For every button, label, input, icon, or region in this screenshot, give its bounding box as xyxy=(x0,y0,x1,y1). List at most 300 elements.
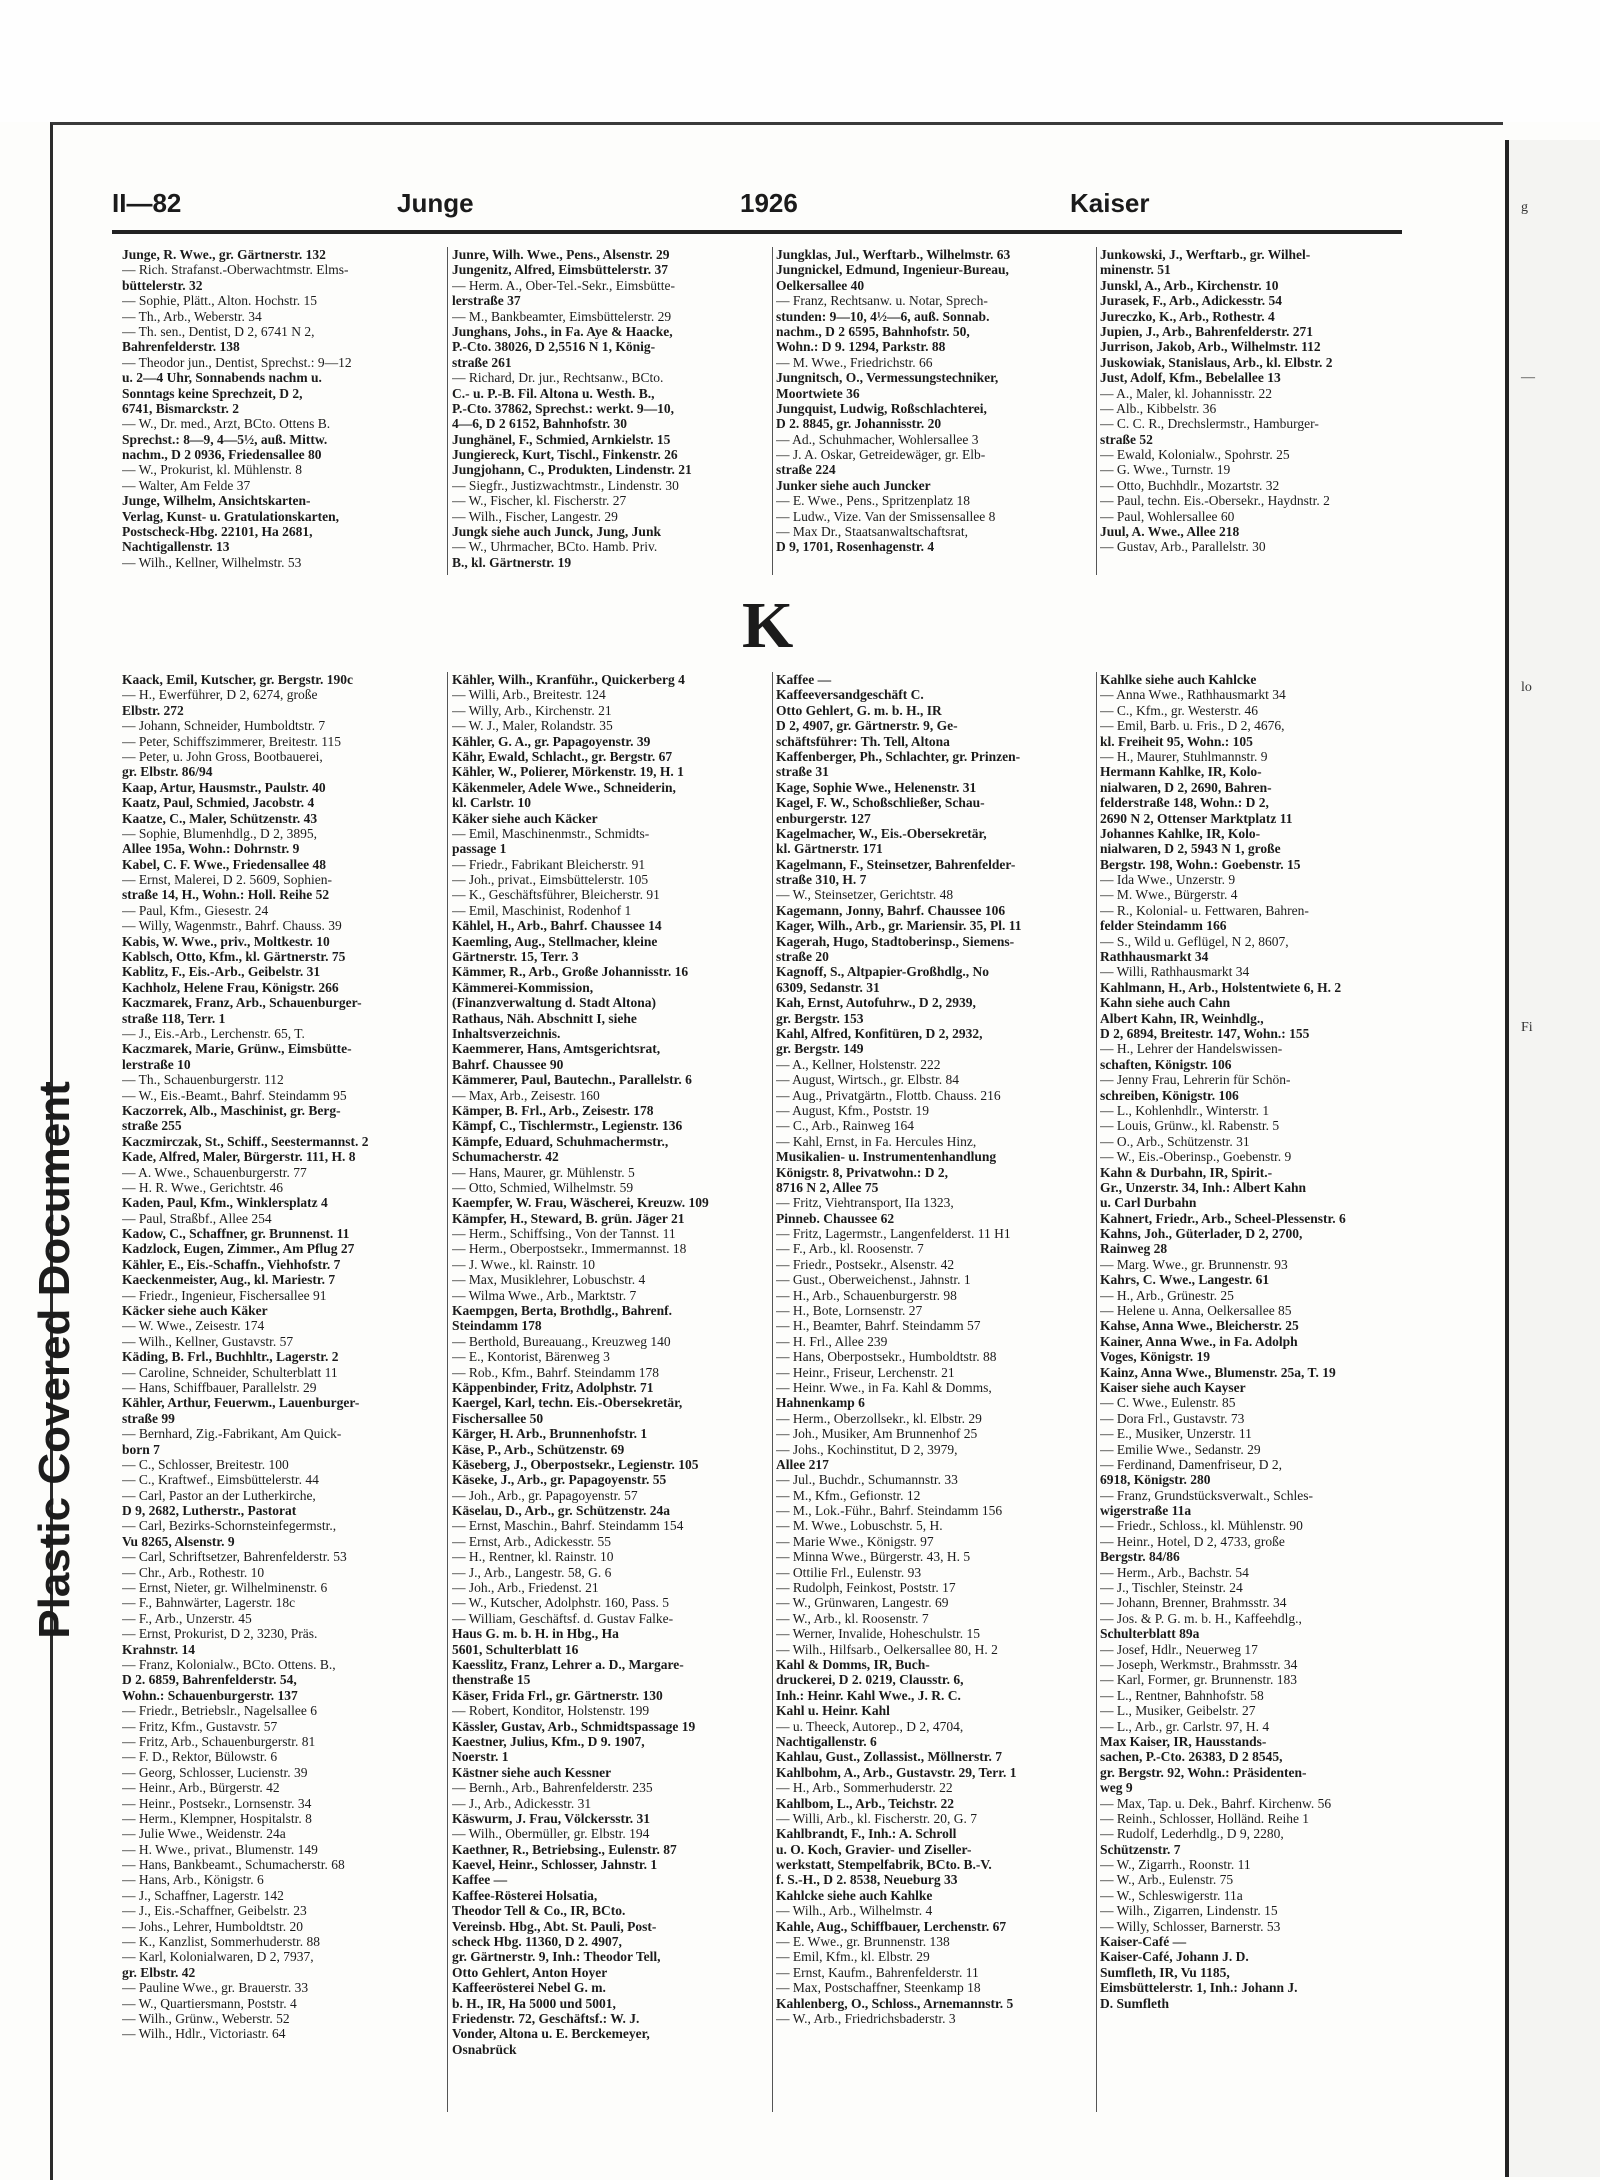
directory-line: — Anna Wwe., Rathhausmarkt 34 xyxy=(1100,687,1286,703)
directory-line: — W. Wwe., Zeisestr. 174 xyxy=(122,1318,265,1334)
top-column-2 xyxy=(452,247,767,570)
directory-line: Oelkersallee 40 xyxy=(776,277,865,293)
directory-line: — Robert, Konditor, Holstenstr. 199 xyxy=(452,1703,650,1719)
directory-line: straße 99 xyxy=(122,1410,175,1426)
directory-line: — Georg, Schlosser, Lucienstr. 39 xyxy=(122,1764,308,1780)
column-divider xyxy=(772,247,773,575)
directory-line: — L., Rentner, Bahnhofstr. 58 xyxy=(1100,1687,1264,1703)
directory-line: straße 224 xyxy=(776,462,836,478)
directory-line: — Herm., Oberzollsekr., kl. Elbstr. 29 xyxy=(776,1410,982,1426)
directory-line: Kaempfer, W. Frau, Wäscherei, Kreuzw. 109 xyxy=(452,1195,709,1211)
directory-line: 8716 N 2, Allee 75 xyxy=(776,1179,879,1195)
directory-line: — Bernh., Arb., Bahrenfelderstr. 235 xyxy=(452,1780,653,1796)
directory-line: — C. C. R., Drechslermstr., Hamburger- xyxy=(1100,416,1319,432)
directory-line: Jungiereck, Kurt, Tischl., Finkenstr. 26 xyxy=(452,447,678,463)
directory-line: — Emil, Kfm., kl. Elbstr. 29 xyxy=(776,1949,930,1965)
directory-line: Kahl, Alfred, Konfitüren, D 2, 2932, xyxy=(776,1025,983,1041)
directory-line: Kähler, E., Eis.-Schaffn., Viehhofstr. 7 xyxy=(122,1256,341,1272)
directory-line: — Werner, Invalide, Hoheschulstr. 15 xyxy=(776,1626,980,1642)
strip-text: lo xyxy=(1521,680,1532,695)
directory-line: — W., Prokurist, kl. Mühlenstr. 8 xyxy=(122,462,303,478)
directory-line: born 7 xyxy=(122,1441,160,1457)
directory-line: werkstatt, Stempelfabrik, BCto. B.-V. xyxy=(776,1857,992,1873)
directory-line: — u. Theeck, Autorep., D 2, 4704, xyxy=(776,1718,964,1734)
directory-line: — Julie Wwe., Weidenstr. 24a xyxy=(122,1826,286,1842)
directory-line: Friedenstr. 72, Geschäftsf.: W. J. xyxy=(452,2010,640,2026)
directory-line: Kahns, Joh., Güterlader, D 2, 2700, xyxy=(1100,1226,1303,1242)
directory-line: — Wilh., Kellner, Gustavstr. 57 xyxy=(122,1333,294,1349)
directory-line: — F. D., Rektor, Bülowstr. 6 xyxy=(122,1749,278,1765)
directory-line: Kahle, Aug., Schiffbauer, Lerchenstr. 67 xyxy=(776,1918,1007,1934)
directory-line: Kaczmarek, Franz, Arb., Schauenburger- xyxy=(122,995,362,1011)
directory-line: straße 31 xyxy=(776,764,829,780)
directory-line: — W., Arb., kl. Roosenstr. 7 xyxy=(776,1610,929,1626)
directory-line: Kaczorrek, Alb., Maschinist, gr. Berg- xyxy=(122,1102,341,1118)
directory-line: Rathhausmarkt 34 xyxy=(1100,949,1209,965)
directory-line: — Bernhard, Zig.-Fabrikant, Am Quick- xyxy=(122,1426,342,1442)
directory-line: Pinneb. Chaussee 62 xyxy=(776,1210,895,1226)
directory-line: — Johs., Kochinstitut, D 2, 3979, xyxy=(776,1441,958,1457)
header-year: 1926 xyxy=(740,188,798,218)
directory-line: Rathaus, Näh. Abschnitt I, siehe xyxy=(452,1010,637,1026)
directory-line: — Otto, Schmied, Wilhelmstr. 59 xyxy=(452,1179,634,1195)
directory-line: — Paul, Kfm., Giesestr. 24 xyxy=(122,902,269,918)
directory-line: u. Carl Durbahn xyxy=(1100,1195,1197,1211)
directory-line: nachm., D 2 6595, Bahnhofstr. 50, xyxy=(776,323,970,339)
directory-line: — W., Uhrmacher, BCto. Hamb. Priv. xyxy=(452,539,658,555)
directory-line: — Wilh., Fischer, Langestr. 29 xyxy=(452,508,618,524)
directory-line: — W., Fischer, kl. Fischerstr. 27 xyxy=(452,493,627,509)
directory-line: 6918, Königstr. 280 xyxy=(1100,1472,1211,1488)
directory-line: — Ottilie Frl., Eulenstr. 93 xyxy=(776,1564,922,1580)
directory-line: — Ida Wwe., Unzerstr. 9 xyxy=(1100,872,1236,888)
directory-line: Jungk siehe auch Junck, Jung, Junk xyxy=(452,524,661,540)
directory-line: Juskowiak, Stanislaus, Arb., kl. Elbstr. 2 xyxy=(1100,354,1333,370)
strip-text: Fi xyxy=(1521,1020,1533,1035)
directory-line: — Wilh., Hilfsarb., Oelkersallee 80, H. 2 xyxy=(776,1641,998,1657)
directory-line: schaften, Königstr. 106 xyxy=(1100,1056,1232,1072)
section-letter: K xyxy=(742,589,794,662)
directory-line: — W., Arb., Friedrichsbaderstr. 3 xyxy=(776,2010,956,2026)
directory-line: Kablitz, F., Eis.-Arb., Geibelstr. 31 xyxy=(122,964,321,980)
directory-line: nachm., D 2 0936, Friedensallee 80 xyxy=(122,447,322,463)
directory-line: Junkowski, J., Werftarb., gr. Wilhel- xyxy=(1100,247,1311,262)
directory-line: — A., Kellner, Holstenstr. 222 xyxy=(776,1056,941,1072)
directory-line: — Max, Musiklehrer, Lobuschstr. 4 xyxy=(452,1272,646,1288)
directory-line: Jungjohann, C., Produkten, Lindenstr. 21 xyxy=(452,462,692,478)
directory-line: druckerei, D 2. 0219, Clausstr. 6, xyxy=(776,1672,964,1688)
directory-line: — Emilie Wwe., Sedanstr. 29 xyxy=(1100,1441,1261,1457)
directory-line: — M. Wwe., Lobuschstr. 5, H. xyxy=(776,1518,943,1534)
directory-line: — M. Wwe., Friedrichstr. 66 xyxy=(776,354,933,370)
directory-line: Bahrenfelderstr. 138 xyxy=(122,339,240,355)
directory-line: — H., Lehrer der Handelswissen- xyxy=(1100,1041,1283,1057)
directory-line: felder Steindamm 166 xyxy=(1100,918,1227,934)
directory-line: — Carl, Bezirks-Schornsteinfegermstr., xyxy=(122,1518,337,1534)
directory-line: — Ernst, Prokurist, D 2, 3230, Präs. xyxy=(122,1626,318,1642)
directory-line: — Peter, u. John Gross, Bootbauerei, xyxy=(122,748,323,764)
directory-line: Juul, A. Wwe., Allee 218 xyxy=(1100,524,1240,540)
directory-line: — L., Kohlenhdlr., Winterstr. 1 xyxy=(1100,1102,1270,1118)
directory-line: — Max Dr., Staatsanwaltschaftsrat, xyxy=(776,524,968,540)
directory-line: Kagerah, Hugo, Stadtoberinsp., Siemens- xyxy=(776,933,1015,949)
directory-line: — Karl, Kolonialwaren, D 2, 7937, xyxy=(122,1949,314,1965)
directory-line: Kämper, B. Frl., Arb., Zeisestr. 178 xyxy=(452,1102,654,1118)
directory-line: — W., Schleswigerstr. 11a xyxy=(1100,1887,1243,1903)
directory-line: — Fritz, Lagermstr., Langenfelderst. 11 H1 xyxy=(776,1226,1011,1242)
directory-line: — Josef, Hdlr., Neuerweg 17 xyxy=(1100,1641,1258,1657)
directory-line: felderstraße 148, Wohn.: D 2, xyxy=(1100,795,1269,811)
directory-line: — M., Kfm., Gefionstr. 12 xyxy=(776,1487,921,1503)
directory-line: 6309, Sedanstr. 31 xyxy=(776,979,880,995)
directory-line: — H., Maurer, Stuhlmannstr. 9 xyxy=(1100,748,1268,764)
directory-line: — Emil, Barb. u. Fris., D 2, 4676, xyxy=(1100,718,1285,734)
directory-line: — Wilh., Arb., Wilhelmstr. 4 xyxy=(776,1903,933,1919)
directory-line: — Reinh., Schlosser, Holländ. Reihe 1 xyxy=(1100,1810,1310,1826)
directory-line: Junskl, A., Arb., Kirchenstr. 10 xyxy=(1100,277,1279,293)
directory-line: — A., Maler, kl. Johannisstr. 22 xyxy=(1100,385,1272,401)
directory-line: Albert Kahn, IR, Weinhdlg., xyxy=(1100,1010,1264,1026)
directory-line: Kahnert, Friedr., Arb., Scheel-Plessenstr. 6 xyxy=(1100,1210,1346,1226)
directory-line: Kagelmann, F., Steinsetzer, Bahrenfelder- xyxy=(776,856,1016,872)
directory-line: — E. Wwe., Pens., Spritzenplatz 18 xyxy=(776,493,970,509)
directory-line: gr. Bergstr. 149 xyxy=(776,1041,864,1057)
directory-line: — Alb., Kibbelstr. 36 xyxy=(1100,400,1217,416)
directory-line: — Theodor jun., Dentist, Sprechst.: 9—12 xyxy=(122,354,352,370)
directory-line: Inh.: Heinr. Kahl Wwe., J. R. C. xyxy=(776,1687,961,1703)
directory-line: — Sophie, Plätt., Alton. Hochstr. 15 xyxy=(122,293,318,309)
directory-line: — L., Arb., gr. Carlstr. 97, H. 4 xyxy=(1100,1718,1270,1734)
directory-line: — Jenny Frau, Lehrerin für Schön- xyxy=(1100,1072,1291,1088)
directory-line: — Wilh., Kellner, Wilhelmstr. 53 xyxy=(122,554,302,570)
directory-line: straße 118, Terr. 1 xyxy=(122,1010,226,1026)
directory-line: — Caroline, Schneider, Schulterblatt 11 xyxy=(122,1364,338,1380)
directory-line: Jungquist, Ludwig, Roßschlachterei, xyxy=(776,400,987,416)
directory-line: Schulterblatt 89a xyxy=(1100,1626,1200,1642)
directory-line: Kähler, W., Polierer, Mörkenstr. 19, H. 1 xyxy=(452,764,684,780)
directory-line: kl. Freiheit 95, Wohn.: 105 xyxy=(1100,733,1253,749)
directory-line: — L., Musiker, Geibelstr. 27 xyxy=(1100,1703,1256,1719)
directory-line: — Paul, Straßbf., Allee 254 xyxy=(122,1210,272,1226)
directory-line: Wohn.: D 9. 1294, Parkstr. 88 xyxy=(776,339,946,355)
directory-line: Kager, Wilh., Arb., gr. Mariensir. 35, Pl. 11 xyxy=(776,918,1022,934)
directory-line: — H. R. Wwe., Gerichtstr. 46 xyxy=(122,1179,283,1195)
directory-line: Kaffeerösterei Nebel G. m. xyxy=(452,1980,606,1996)
directory-line: Bergstr. 198, Wohn.: Goebenstr. 15 xyxy=(1100,856,1301,872)
directory-line: Kahlbom, L., Arb., Teichstr. 22 xyxy=(776,1795,955,1811)
directory-line: Junge, R. Wwe., gr. Gärtnerstr. 132 xyxy=(122,247,326,262)
directory-line: Kagnoff, S., Altpapier-Großhdlg., No xyxy=(776,964,990,980)
adjacent-page-strip xyxy=(1505,140,1600,2177)
directory-line: Kaczmirczak, St., Schiff., Seestermannst. 2 xyxy=(122,1133,369,1149)
directory-line: sachen, P.-Cto. 26383, D 2 8545, xyxy=(1100,1749,1283,1765)
directory-line: Jurasek, F., Arb., Adickesstr. 54 xyxy=(1100,293,1283,309)
directory-line: — Willy, Arb., Kirchenstr. 21 xyxy=(452,702,612,718)
directory-line: Allee 217 xyxy=(776,1456,829,1472)
directory-line: — Friedr., Ingenieur, Fischersallee 91 xyxy=(122,1287,327,1303)
directory-line: weg 9 xyxy=(1100,1780,1133,1796)
directory-line: passage 1 xyxy=(452,841,507,857)
directory-line: — H. Wwe., privat., Blumenstr. 149 xyxy=(122,1841,318,1857)
header-rule xyxy=(112,230,1402,234)
strip-text: g xyxy=(1521,200,1528,215)
column-divider xyxy=(447,247,448,575)
directory-line: — J., Eis.-Schaffner, Geibelstr. 23 xyxy=(122,1903,307,1919)
directory-line: Theodor Tell & Co., IR, BCto. xyxy=(452,1903,626,1919)
directory-line: — Th., Schauenburgerstr. 112 xyxy=(122,1072,284,1088)
directory-line: Kade, Alfred, Maler, Bürgerstr. 111, H. 8 xyxy=(122,1149,356,1165)
directory-line: — S., Wild u. Geflügel, N 2, 8607, xyxy=(1100,933,1289,949)
directory-line: Kahl u. Heinr. Kahl xyxy=(776,1703,890,1719)
directory-line: Kaemling, Aug., Stellmacher, kleine xyxy=(452,933,658,949)
directory-line: Kaatze, C., Maler, Schützenstr. 43 xyxy=(122,810,318,826)
directory-line: kl. Gärtnerstr. 171 xyxy=(776,841,883,857)
directory-line: Kaethner, R., Betriebsing., Eulenstr. 87 xyxy=(452,1841,677,1857)
directory-line: Kage, Sophie Wwe., Helenenstr. 31 xyxy=(776,779,977,795)
directory-line: Jungnickel, Edmund, Ingenieur-Bureau, xyxy=(776,262,1009,278)
directory-line: Kaiser siehe auch Kayser xyxy=(1100,1379,1246,1395)
directory-line: Sumfleth, IR, Vu 1185, xyxy=(1100,1964,1230,1980)
directory-line: — Wilh., Hdlr., Victoriastr. 64 xyxy=(122,2026,286,2042)
directory-line: D 2, 4907, gr. Gärtnerstr. 9, Ge- xyxy=(776,718,958,734)
directory-line: — Wilh., Obermüller, gr. Elbstr. 194 xyxy=(452,1826,650,1842)
directory-line: — E., Kontorist, Bärenweg 3 xyxy=(452,1349,610,1365)
directory-line: Kässler, Gustav, Arb., Schmidtspassage 19 xyxy=(452,1718,696,1734)
directory-line: — Karl, Former, gr. Brunnenstr. 183 xyxy=(1100,1672,1298,1688)
directory-line: Kählel, H., Arb., Bahrf. Chaussee 14 xyxy=(452,918,662,934)
top-column-4 xyxy=(1100,247,1410,555)
directory-line: Osnabrück xyxy=(452,2041,517,2057)
directory-line: Kämpfer, H., Steward, B. grün. Jäger 21 xyxy=(452,1210,685,1226)
directory-line: Elbstr. 272 xyxy=(122,702,184,718)
top-column-3 xyxy=(776,247,1091,555)
directory-line: — Heinr., Friseur, Lerchenstr. 21 xyxy=(776,1364,955,1380)
directory-line: — Gustav, Arb., Parallelstr. 30 xyxy=(1100,539,1266,555)
directory-line: Kähler, Arthur, Feuerwm., Lauenburger- xyxy=(122,1395,360,1411)
directory-line: Sonntags keine Sprechzeit, D 2, xyxy=(122,385,303,401)
directory-line: Kahn & Durbahn, IR, Spirit.- xyxy=(1100,1164,1273,1180)
directory-line: Kaden, Paul, Kfm., Winklersplatz 4 xyxy=(122,1195,328,1211)
directory-line: Käser, Frida Frl., gr. Gärtnerstr. 130 xyxy=(452,1687,663,1703)
directory-line: Voges, Königstr. 19 xyxy=(1100,1349,1211,1365)
directory-line: Otto Gehlert, Anton Hoyer xyxy=(452,1964,608,1980)
directory-line: Käswurm, J. Frau, Völckersstr. 31 xyxy=(452,1810,650,1826)
directory-line: stunden: 9—10, 4½—6, auß. Sonnab. xyxy=(776,308,990,324)
directory-line: Kaemmerer, Hans, Amtsgerichtsrat, xyxy=(452,1041,661,1057)
page-reference: II—82 xyxy=(112,188,182,218)
directory-line: Junghänel, F., Schmied, Arnkielstr. 15 xyxy=(452,431,671,447)
directory-line: Kähr, Ewald, Schlacht., gr. Bergstr. 67 xyxy=(452,748,673,764)
directory-line: Kaffee — xyxy=(452,1872,508,1888)
directory-line: — Franz, Kolonialw., BCto. Ottens. B., xyxy=(122,1657,336,1672)
directory-line: — August, Kfm., Poststr. 19 xyxy=(776,1102,930,1118)
directory-line: — Max, Postschaffner, Steenkamp 18 xyxy=(776,1980,981,1996)
directory-line: P.-Cto. 38026, D 2,5516 N 1, König- xyxy=(452,339,656,355)
directory-line: — Johann, Schneider, Humboldtstr. 7 xyxy=(122,718,326,734)
directory-line: Musikalien- u. Instrumentenhandlung xyxy=(776,1149,997,1165)
directory-line: — G. Wwe., Turnstr. 19 xyxy=(1100,462,1231,478)
directory-line: — W., Arb., Eulenstr. 75 xyxy=(1100,1872,1234,1888)
directory-line: Kadzlock, Eugen, Zimmer., Am Pflug 27 xyxy=(122,1241,355,1257)
directory-line: — Hans, Schiffbauer, Parallelstr. 29 xyxy=(122,1379,317,1395)
directory-line: Kahlmann, H., Arb., Holstentwiete 6, H. 2 xyxy=(1100,979,1342,995)
directory-line: D 9, 1701, Rosenhagenstr. 4 xyxy=(776,539,935,555)
directory-line: Bergstr. 84/86 xyxy=(1100,1549,1180,1565)
directory-line: — Richard, Dr. jur., Rechtsanw., BCto. xyxy=(452,370,664,386)
directory-line: Kämmerei-Kommission, xyxy=(452,979,594,995)
directory-line: — Sophie, Blumenhdlg., D 2, 3895, xyxy=(122,825,317,841)
directory-line: — H., Bote, Lornsenstr. 27 xyxy=(776,1303,923,1319)
directory-line: — C., Kraftwef., Eimsbüttelerstr. 44 xyxy=(122,1472,319,1488)
directory-line: — E., Musiker, Unzerstr. 11 xyxy=(1100,1426,1252,1442)
directory-line: straße 52 xyxy=(1100,431,1153,447)
directory-line: scheck Hbg. 11360, D 2. 4907, xyxy=(452,1934,622,1950)
directory-line: u. 2—4 Uhr, Sonnabends nachm u. xyxy=(122,370,322,386)
directory-line: — Wilma Wwe., Arb., Marktstr. 7 xyxy=(452,1287,637,1303)
directory-line: — F., Arb., kl. Roosenstr. 7 xyxy=(776,1241,924,1257)
directory-line: — C. Wwe., Eulenstr. 85 xyxy=(1100,1395,1236,1411)
directory-line: — J., Schaffner, Lagerstr. 142 xyxy=(122,1887,284,1903)
directory-line: 4—6, D 2 6152, Bahnhofstr. 30 xyxy=(452,416,628,432)
directory-line: — Paul, techn. Eis.-Obersekr., Haydnstr. 2 xyxy=(1100,493,1330,509)
directory-line: — Fritz, Arb., Schauenburgerstr. 81 xyxy=(122,1733,316,1749)
directory-line: Kahlke siehe auch Kahlcke xyxy=(1100,672,1257,687)
directory-line: Kaatz, Paul, Schmied, Jacobstr. 4 xyxy=(122,795,315,811)
directory-line: — O., Arb., Schützenstr. 31 xyxy=(1100,1133,1250,1149)
directory-line: Vonder, Altona u. E. Berckemeyer, xyxy=(452,2026,650,2042)
directory-line: — Johs., Lehrer, Humboldtstr. 20 xyxy=(122,1918,303,1934)
directory-line: — Rudolph, Feinkost, Poststr. 17 xyxy=(776,1580,956,1596)
directory-line: Jungenitz, Alfred, Eimsbüttelerstr. 37 xyxy=(452,262,668,278)
directory-line: — Dora Frl., Gustavstr. 73 xyxy=(1100,1410,1245,1426)
directory-line: — Rich. Strafanst.-Oberwachtmstr. Elms- xyxy=(122,262,349,278)
directory-line: — Friedr., Schloss., kl. Mühlenstr. 90 xyxy=(1100,1518,1303,1534)
directory-line: — Ernst, Arb., Adickesstr. 55 xyxy=(452,1533,611,1549)
directory-line: — Aug., Privatgärtn., Flottb. Chauss. 216 xyxy=(776,1087,1001,1103)
plastic-covered-label: Plastic Covered Document xyxy=(30,1081,79,1639)
directory-line: straße 255 xyxy=(122,1118,182,1134)
scan-background xyxy=(0,0,1600,122)
directory-line: Kämmerer, Paul, Bautechn., Parallelstr. 6 xyxy=(452,1072,692,1088)
directory-line: straße 20 xyxy=(776,949,829,965)
directory-line: Jungnitsch, O., Vermessungstechniker, xyxy=(776,370,999,386)
directory-line: — Hans, Bankbeamt., Schumacherstr. 68 xyxy=(122,1857,345,1873)
directory-line: — H., Beamter, Bahrf. Steindamm 57 xyxy=(776,1318,981,1334)
directory-line: — Friedr., Betriebslr., Nagelsallee 6 xyxy=(122,1703,317,1719)
directory-line: — Marg. Wwe., gr. Brunnenstr. 93 xyxy=(1100,1256,1288,1272)
bottom-column-4 xyxy=(1100,672,1410,2011)
directory-line: — J., Arb., Adickesstr. 31 xyxy=(452,1795,592,1811)
directory-line: Gr., Unzerstr. 34, Inh.: Albert Kahn xyxy=(1100,1179,1307,1195)
directory-line: thenstraße 15 xyxy=(452,1672,531,1688)
directory-line: — Louis, Grünw., kl. Rabenstr. 5 xyxy=(1100,1118,1280,1134)
directory-line: — August, Wirtsch., gr. Elbstr. 84 xyxy=(776,1072,959,1088)
directory-line: — Chr., Arb., Rothestr. 10 xyxy=(122,1564,265,1580)
directory-line: Kachholz, Helene Frau, Königstr. 266 xyxy=(122,979,339,995)
directory-line: — Herm. A., Ober-Tel.-Sekr., Eimsbütte- xyxy=(452,277,675,293)
directory-line: Kaergel, Karl, techn. Eis.-Obersekretär, xyxy=(452,1395,683,1411)
directory-line: D. Sumfleth xyxy=(1100,1995,1170,2011)
directory-line: — M., Lok.-Führ., Bahrf. Steindamm 156 xyxy=(776,1503,1003,1519)
directory-line: — Herm., Schiffsing., Von der Tannst. 11 xyxy=(452,1226,676,1242)
directory-line: nialwaren, D 2, 5943 N 1, große xyxy=(1100,841,1281,857)
directory-line: u. O. Koch, Gravier- und Ziseller- xyxy=(776,1841,972,1857)
directory-line: — Ewald, Kolonialw., Spohrstr. 25 xyxy=(1100,447,1290,463)
directory-line: Nachtigallenstr. 13 xyxy=(122,539,230,555)
directory-line: Kaczmarek, Marie, Grünw., Eimsbütte- xyxy=(122,1041,352,1057)
directory-line: — Ad., Schuhmacher, Wohlersallee 3 xyxy=(776,431,979,447)
directory-line: — Herm., Arb., Bachstr. 54 xyxy=(1100,1564,1249,1580)
directory-line: gr. Elbstr. 42 xyxy=(122,1964,196,1980)
directory-line: Vereinsb. Hbg., Abt. St. Pauli, Post- xyxy=(452,1918,657,1934)
directory-line: — Hans, Maurer, gr. Mühlenstr. 5 xyxy=(452,1164,635,1180)
directory-line: — M. Wwe., Bürgerstr. 4 xyxy=(1100,887,1238,903)
directory-line: Kärger, H. Arb., Brunnenhofstr. 1 xyxy=(452,1426,648,1442)
directory-line: — Willy, Schlosser, Barnerstr. 53 xyxy=(1100,1918,1281,1934)
directory-line: Kagel, F. W., Schoßschließer, Schau- xyxy=(776,795,985,811)
directory-line: Kahlenberg, O., Schloss., Arnemannstr. 5 xyxy=(776,1995,1014,2011)
directory-line: gr. Gärtnerstr. 9, Inh.: Theodor Tell, xyxy=(452,1949,661,1965)
directory-line: — J., Arb., Langestr. 58, G. 6 xyxy=(452,1564,612,1580)
directory-line: — Joseph, Werkmstr., Brahmsstr. 34 xyxy=(1100,1657,1298,1672)
directory-line: Allee 195a, Wohn.: Dohrnstr. 9 xyxy=(122,841,300,857)
directory-line: — Hans, Arb., Königstr. 6 xyxy=(122,1872,264,1888)
directory-line: — Joh., Arb., Friedenst. 21 xyxy=(452,1580,599,1596)
directory-line: — Otto, Buchhdlr., Mozartstr. 32 xyxy=(1100,477,1280,493)
bottom-column-3 xyxy=(776,672,1091,2026)
directory-line: D 2, 6894, Breitestr. 147, Wohn.: 155 xyxy=(1100,1025,1310,1041)
directory-line: Kahlau, Gust., Zollassist., Möllnerstr. 7 xyxy=(776,1749,1003,1765)
directory-line: 6741, Bismarckstr. 2 xyxy=(122,400,240,416)
directory-line: Kaffee — xyxy=(776,672,832,687)
directory-line: Kah, Ernst, Autofuhrw., D 2, 2939, xyxy=(776,995,976,1011)
directory-line: — Ferdinand, Damenfriseur, D 2, xyxy=(1100,1456,1283,1472)
directory-line: Kaiser-Café — xyxy=(1100,1934,1187,1950)
directory-line: — Herm., Klempner, Hospitalstr. 8 xyxy=(122,1810,312,1826)
directory-line: — Pauline Wwe., gr. Brauerstr. 33 xyxy=(122,1980,309,1996)
directory-line: — Willi, Rathhausmarkt 34 xyxy=(1100,964,1250,980)
directory-line: gr. Bergstr. 92, Wohn.: Präsidenten- xyxy=(1100,1764,1307,1780)
bottom-column-1 xyxy=(122,672,442,2042)
directory-line: — Wilh., Zigarren, Lindenstr. 15 xyxy=(1100,1903,1278,1919)
directory-line: — Willi, Arb., kl. Fischerstr. 20, G. 7 xyxy=(776,1810,977,1826)
directory-line: straße 261 xyxy=(452,354,512,370)
directory-line: Käker siehe auch Käcker xyxy=(452,810,598,826)
page-header xyxy=(112,188,1402,228)
directory-line: Kähler, G. A., gr. Papagoyenstr. 39 xyxy=(452,733,651,749)
directory-line: — M., Bankbeamter, Eimsbüttelerstr. 29 xyxy=(452,308,672,324)
directory-line: schäftsführer: Th. Tell, Altona xyxy=(776,733,950,749)
directory-line: — Ernst, Maschin., Bahrf. Steindamm 154 xyxy=(452,1518,684,1534)
directory-line: nialwaren, D 2, 2690, Bahren- xyxy=(1100,779,1272,795)
directory-line: Käseke, J., Arb., gr. Papagoyenstr. 55 xyxy=(452,1472,667,1488)
directory-line: — C., Kfm., gr. Westerstr. 46 xyxy=(1100,702,1259,718)
directory-line: — Jul., Buchdr., Schumannstr. 33 xyxy=(776,1472,958,1488)
directory-line: Moortwiete 36 xyxy=(776,385,860,401)
directory-line: — W., Kutscher, Adolphstr. 160, Pass. 5 xyxy=(452,1595,669,1611)
directory-line: — F., Bahnwärter, Lagerstr. 18c xyxy=(122,1595,296,1611)
directory-line: Kainz, Anna Wwe., Blumenstr. 25a, T. 19 xyxy=(1100,1364,1336,1380)
directory-line: Käding, B. Frl., Buchhltr., Lagerstr. 2 xyxy=(122,1349,339,1365)
directory-line: Junre, Wilh. Wwe., Pens., Alsenstr. 29 xyxy=(452,247,670,262)
directory-line: Krahnstr. 14 xyxy=(122,1641,196,1657)
directory-line: gr. Bergstr. 153 xyxy=(776,1010,864,1026)
directory-line: Junge, Wilhelm, Ansichtskarten- xyxy=(122,493,311,509)
directory-line: — W. J., Maler, Rolandstr. 35 xyxy=(452,718,613,734)
directory-line: — Ernst, Malerei, D 2. 5609, Sophien- xyxy=(122,872,332,888)
directory-line: Kablsch, Otto, Kfm., kl. Gärtnerstr. 75 xyxy=(122,949,346,965)
directory-line: — Willi, Arb., Breitestr. 124 xyxy=(452,687,606,703)
